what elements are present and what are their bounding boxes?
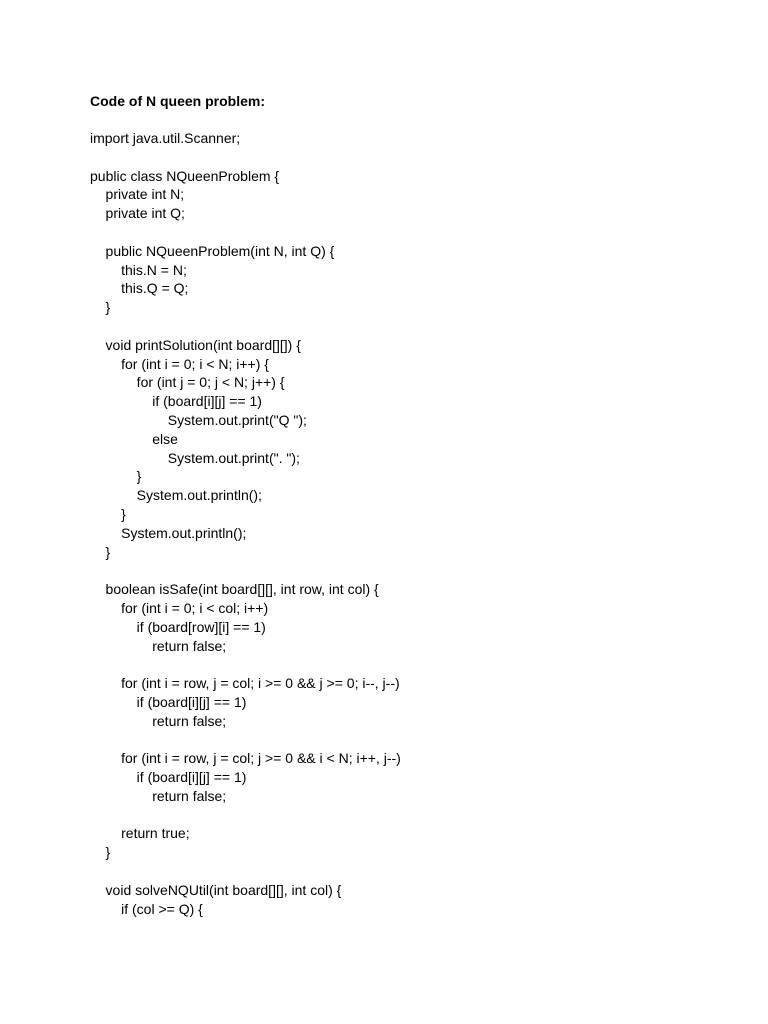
code-line: System.out.println(); (90, 524, 247, 541)
document-title: Code of N queen problem: (90, 93, 265, 109)
code-line: this.N = N; (90, 261, 187, 278)
code-line: this.Q = Q; (90, 280, 189, 297)
code-line: return true; (90, 825, 190, 842)
code-line: public class NQueenProblem { (90, 167, 280, 184)
code-line (90, 731, 401, 750)
code-line: } (90, 543, 111, 560)
code-line: System.out.print("Q "); (90, 411, 307, 428)
code-line: for (int j = 0; j < N; j++) { (90, 374, 285, 391)
code-line: private int Q; (90, 205, 185, 222)
code-line: import java.util.Scanner; (90, 130, 241, 146)
code-line: } (90, 505, 126, 522)
code-line: if (board[i][j] == 1) (90, 693, 247, 710)
code-line (90, 148, 401, 167)
code-line: return false; (90, 712, 227, 729)
code-line: if (col >= Q) { (90, 900, 203, 917)
code-line: System.out.print(". "); (90, 449, 300, 466)
code-line: } (90, 844, 111, 861)
code-line: if (board[i][j] == 1) (90, 769, 247, 786)
code-line: return false; (90, 787, 227, 804)
code-line: } (90, 468, 142, 485)
code-line: for (int i = 0; i < N; i++) { (90, 355, 269, 372)
code-line (90, 317, 401, 336)
code-line: void printSolution(int board[][]) { (90, 336, 301, 353)
code-line: for (int i = row, j = col; i >= 0 && j >= 0; i--, j--) (90, 675, 400, 692)
code-line: System.out.println(); (90, 487, 262, 504)
code-line (90, 561, 401, 580)
code-line: } (90, 299, 111, 316)
code-line: for (int i = 0; i < col; i++) (90, 599, 269, 616)
code-block (90, 129, 401, 918)
code-line: public NQueenProblem(int N, int Q) { (90, 242, 335, 259)
code-line: for (int i = row, j = col; j >= 0 && i < N; i++, j--) (90, 750, 401, 767)
code-line: return false; (90, 637, 227, 654)
code-line: boolean isSafe(int board[][], int row, int col) { (90, 581, 379, 598)
code-line (90, 862, 401, 881)
code-line: void solveNQUtil(int board[][], int col) { (90, 881, 342, 898)
code-line (90, 655, 401, 674)
code-line: else (90, 430, 178, 447)
code-line (90, 223, 401, 242)
code-line: private int N; (90, 186, 185, 203)
code-line: if (board[row][i] == 1) (90, 618, 266, 635)
code-line: if (board[i][j] == 1) (90, 393, 262, 410)
code-line (90, 806, 401, 825)
